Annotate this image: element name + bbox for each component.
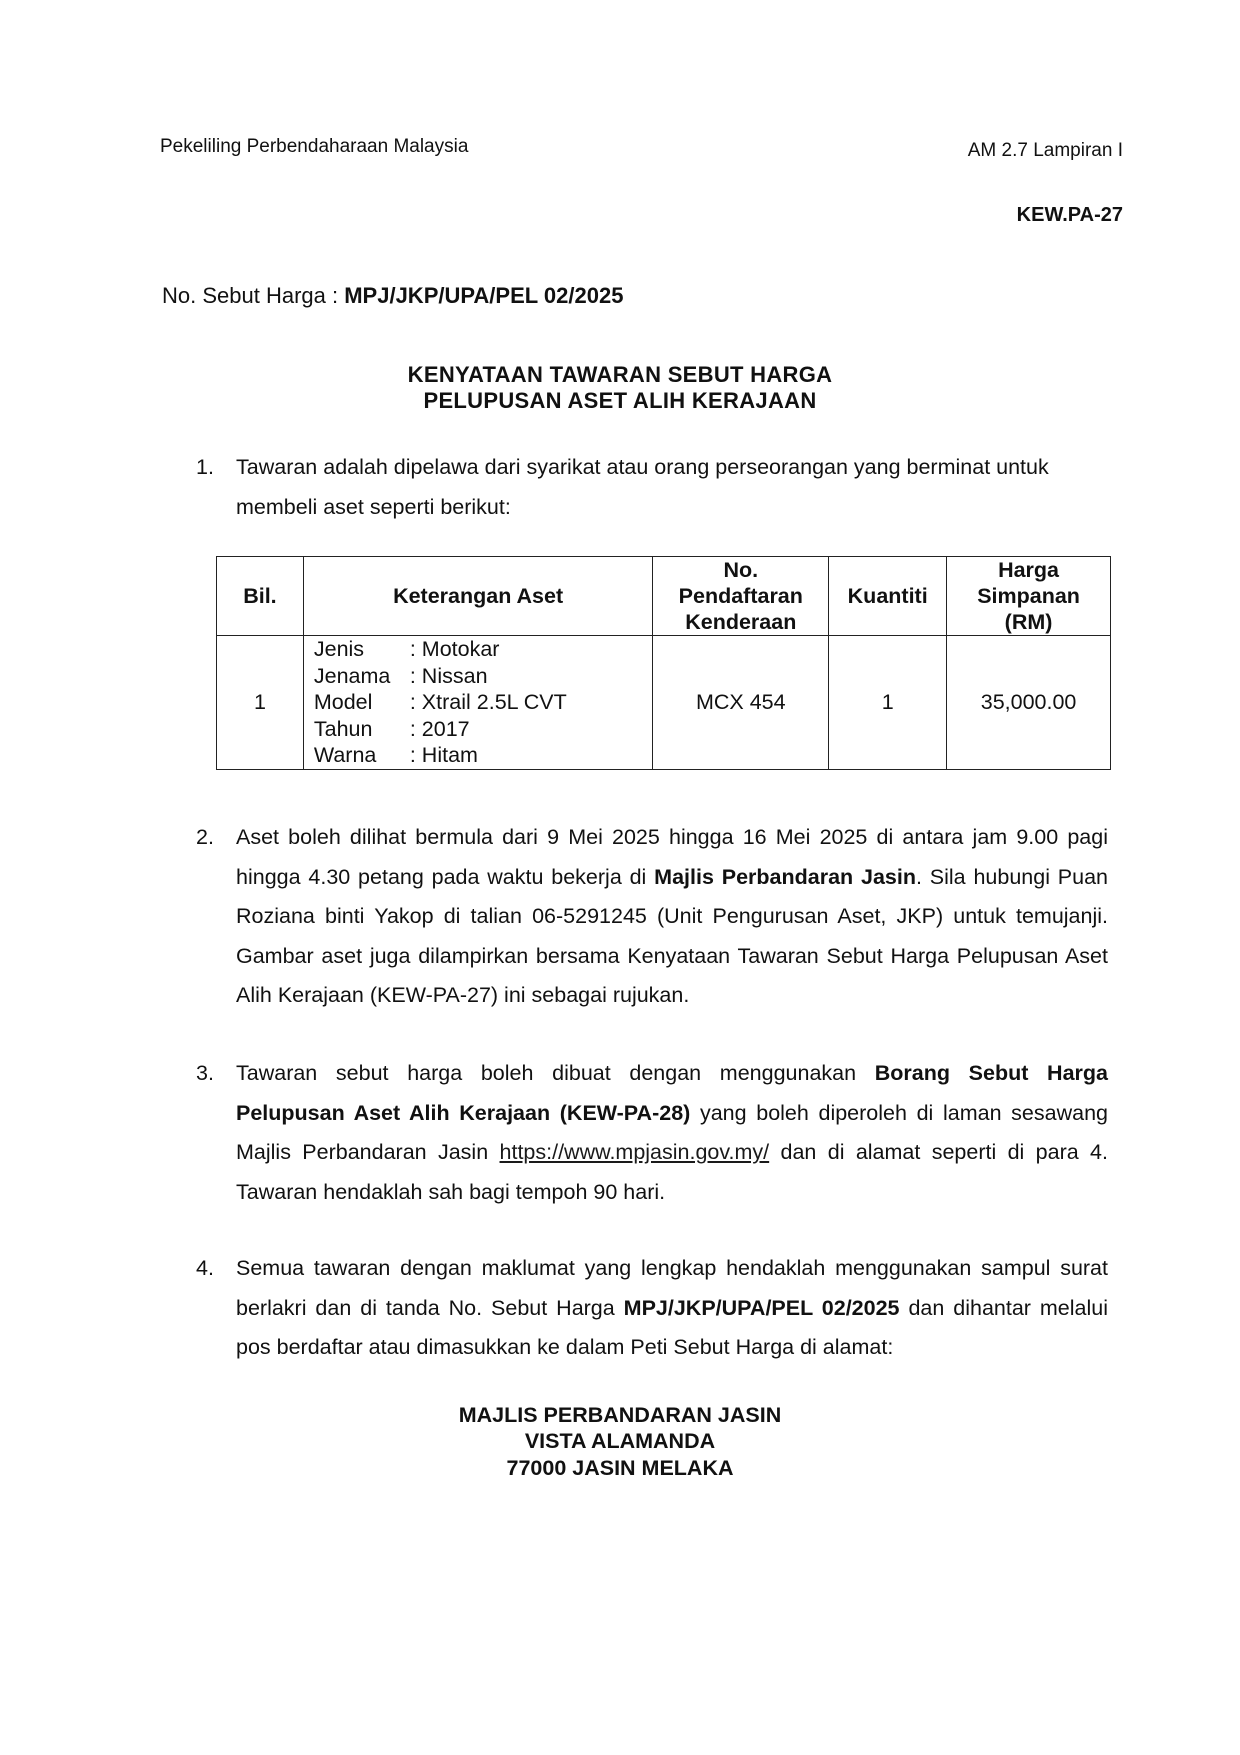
- detail-value: : Hitam: [409, 743, 478, 767]
- detail-brand: [314, 663, 646, 690]
- detail-key: Tahun: [313, 716, 373, 741]
- paragraph-number: 3.: [196, 1061, 214, 1085]
- paragraph-number: 4.: [196, 1256, 214, 1280]
- detail-value: : 2017: [409, 716, 470, 741]
- circular-name: Pekeliling Perbendaharaan Malaysia: [160, 136, 469, 157]
- paragraph-3: [196, 1054, 1108, 1212]
- address-line1: MAJLIS PERBANDARAN JASIN: [458, 1403, 782, 1427]
- header-line: Harga: [998, 558, 1060, 582]
- detail-key: Model: [313, 690, 373, 714]
- text-run: Semua tawaran dengan maklumat yang lengkap hendaklah menggunakan sampul surat berlakri dan di tanda No. Sebut Harga: [236, 1256, 1108, 1320]
- asset-table: [216, 556, 1111, 770]
- cell-registration: MCX 454: [653, 636, 829, 770]
- detail-value: : Motokar: [409, 637, 500, 661]
- cell-bil: 1: [217, 636, 304, 770]
- detail-model: [314, 689, 646, 716]
- header-line: Kenderaan: [685, 610, 797, 634]
- col-header-reserve-price: [947, 557, 1111, 636]
- cell-reserve-price: 35,000.00: [947, 636, 1111, 770]
- quotation-reference: [162, 283, 623, 309]
- address-line3: 77000 JASIN MELAKA: [506, 1456, 734, 1480]
- paragraph-text: Tawaran adalah dipelawa dari syarikat atau orang perseorangan yang berminat untuk membeli aset seperti berikut:: [236, 455, 1049, 519]
- address-line2: VISTA ALAMANDA: [524, 1429, 716, 1453]
- paragraph-text: [236, 1249, 1108, 1368]
- detail-year: [314, 716, 646, 743]
- reference-label: No. Sebut Harga :: [162, 283, 345, 308]
- text-run: dan dihantar melalui pos berdaftar atau dimasukkan ke dalam Peti Sebut Harga di alamat:: [236, 1295, 1109, 1359]
- cell-description: [303, 636, 652, 770]
- text-run: dan di alamat seperti di para 4. Tawaran hendaklah sah bagi tempoh 90 hari.: [236, 1140, 1108, 1204]
- detail-key: Jenis: [313, 637, 365, 661]
- col-header-description: Keterangan Aset: [303, 557, 652, 636]
- cell-quantity: 1: [829, 636, 947, 770]
- text-run: Aset boleh dilihat bermula dari 9 Mei 2025 hingga 16 Mei 2025 di antara jam 9.00 pagi hingga 4.30 petang pada waktu bekerja di: [236, 825, 1108, 889]
- header-line: (RM): [1004, 610, 1053, 634]
- appendix-label: AM 2.7 Lampiran I: [967, 140, 1123, 161]
- text-run: Tawaran sebut harga boleh dibuat dengan menggunakan: [236, 1061, 875, 1085]
- header-line: Pendaftaran: [678, 584, 803, 608]
- organisation-name: Majlis Perbandaran Jasin: [654, 864, 916, 889]
- document-title-line1: KENYATAAN TAWARAN SEBUT HARGA: [407, 362, 833, 387]
- paragraph-number: 2.: [196, 825, 214, 849]
- detail-key: Jenama: [313, 663, 391, 688]
- header-line: No.: [723, 558, 759, 582]
- detail-color: [314, 742, 646, 769]
- reference-number-inline: MPJ/JKP/UPA/PEL 02/2025: [623, 1295, 900, 1320]
- form-name: Borang Sebut Harga Pelupusan Aset Alih Kerajaan (KEW-PA-28): [236, 1061, 1108, 1125]
- paragraph-1: [196, 448, 1108, 527]
- form-code: KEW.PA-27: [1016, 204, 1123, 226]
- detail-type: [314, 636, 646, 663]
- website-link[interactable]: https://www.mpjasin.gov.my/: [499, 1140, 770, 1164]
- paragraph-text: [236, 818, 1108, 1016]
- table-row: [217, 636, 1111, 770]
- text-run: . Sila hubungi Puan Roziana binti Yakop di talian 06-5291245 (Unit Pengurusan Aset, JKP) untuk temujanji. Gambar aset juga dilampirkan bersama Kenyataan Tawaran Sebut Harga Pelupusan Aset Alih Kerajaan (KEW-PA-27) ini sebagai rujukan.: [236, 864, 1109, 1007]
- paragraph-text: [236, 1054, 1108, 1212]
- text-run: yang boleh diperoleh di laman sesawang Majlis Perbandaran Jasin: [236, 1100, 1108, 1164]
- reference-number: MPJ/JKP/UPA/PEL 02/2025: [344, 283, 624, 308]
- detail-key: Warna: [313, 743, 377, 767]
- paragraph-number: 1.: [196, 455, 214, 479]
- paragraph-4: [196, 1249, 1108, 1368]
- paragraph-2: [196, 818, 1108, 1016]
- table-header-row: [217, 557, 1111, 636]
- col-header-registration: [653, 557, 829, 636]
- header-line: Simpanan: [977, 584, 1080, 608]
- detail-value: : Nissan: [409, 663, 488, 688]
- document-title-line2: PELUPUSAN ASET ALIH KERAJAAN: [423, 388, 817, 413]
- detail-value: : Xtrail 2.5L CVT: [409, 690, 567, 714]
- col-header-bil: Bil.: [217, 557, 304, 636]
- col-header-quantity: Kuantiti: [829, 557, 947, 636]
